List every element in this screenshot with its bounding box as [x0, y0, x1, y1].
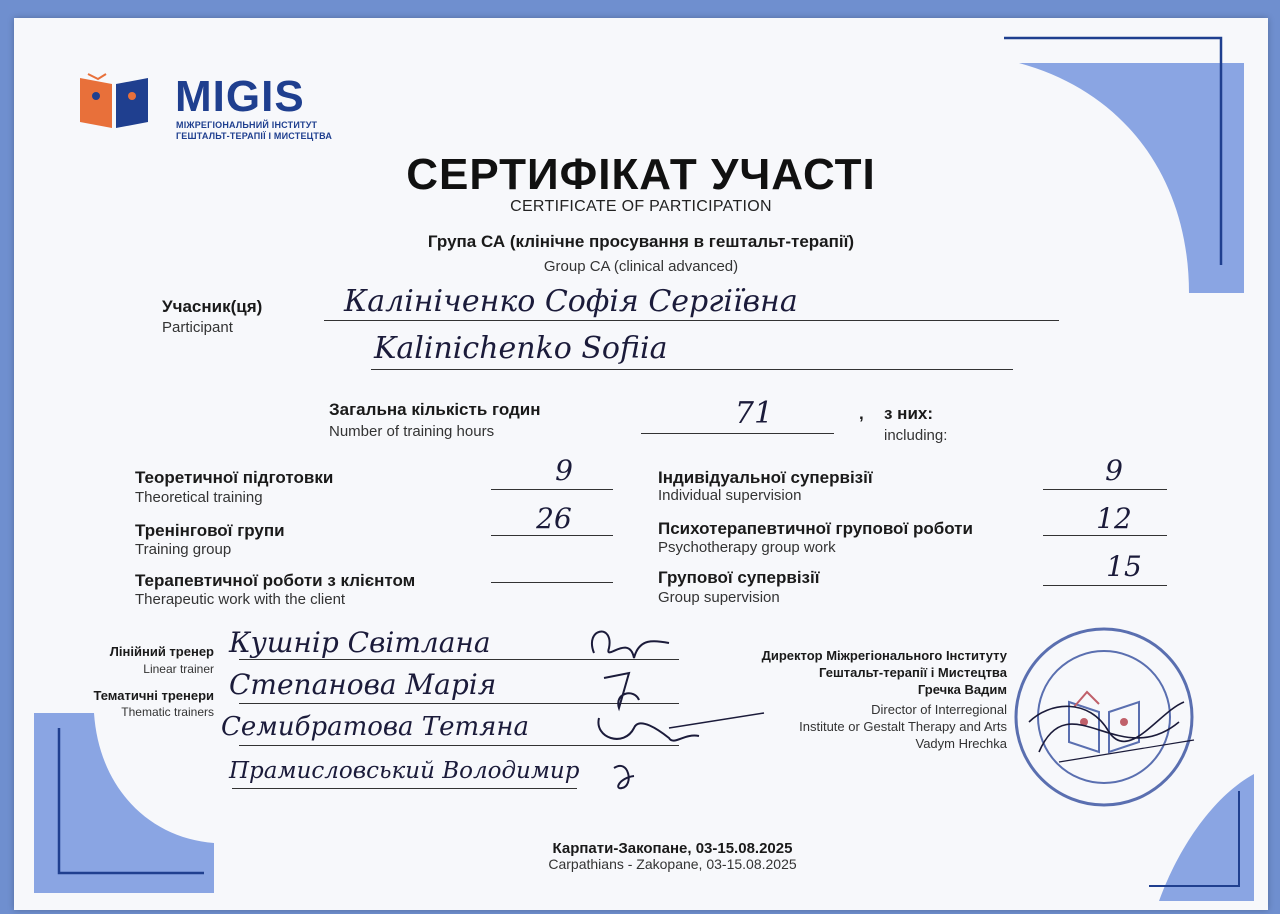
total-hours-label: Загальна кількість годин	[329, 400, 541, 419]
logo-name: MIGIS	[175, 72, 305, 121]
training-group-label-en: Training group	[135, 541, 232, 558]
participant-name-en-line	[371, 369, 1013, 370]
group-title-en: Group CA (clinical advanced)	[543, 258, 739, 275]
certificate-title: СЕРТИФІКАТ УЧАСТІ	[406, 150, 876, 199]
group-supervision-label-en: Group supervision	[658, 589, 780, 606]
theory-value: 9	[555, 454, 573, 487]
participant-label-en: Participant	[162, 319, 233, 336]
group-supervision-value: 15	[1106, 550, 1142, 583]
place-date-en: Carpathians - Zakopane, 03-15.08.2025	[548, 856, 797, 872]
group-supervision-label: Групової супервізії	[658, 568, 820, 587]
thematic-trainers-label: Тематичні тренери	[93, 688, 214, 703]
client-work-label: Терапевтичної роботи з клієнтом	[135, 571, 416, 590]
psychotherapy-group-line	[1043, 535, 1167, 536]
total-hours-line	[641, 433, 834, 434]
theory-line	[491, 489, 613, 490]
logo-subtitle	[176, 120, 332, 142]
individual-supervision-label-en: Individual supervision	[658, 487, 802, 504]
place-date: Карпати-Закопане, 03-15.08.2025	[552, 840, 793, 857]
institute-stamp	[1009, 622, 1199, 812]
director-block	[674, 647, 1007, 698]
group-title: Група СА (клінічне просування в гештальт-терапії)	[427, 232, 855, 251]
participant-label: Учасник(ця)	[162, 297, 263, 316]
hours-separator: ,	[859, 404, 864, 423]
trainer-name-2: Степанова Марія	[229, 668, 497, 701]
training-group-value: 26	[536, 502, 572, 535]
certificate-paper	[14, 18, 1268, 910]
logo-subtitle-line2: ГЕШТАЛЬТ-ТЕРАПІЇ І МИСТЕЦТВА	[176, 131, 333, 141]
thematic-trainers-label-en: Thematic trainers	[121, 705, 214, 719]
total-hours-value: 71	[734, 396, 774, 431]
linear-trainer-label-en: Linear trainer	[143, 662, 214, 676]
client-work-line	[491, 582, 613, 583]
total-hours-label-en: Number of training hours	[329, 423, 495, 440]
logo-subtitle-line1: МІЖРЕГІОНАЛЬНИЙ ІНСТИТУТ	[176, 120, 318, 130]
training-group-label: Тренінгової групи	[135, 521, 285, 540]
psychotherapy-group-label-en: Psychotherapy group work	[658, 539, 836, 556]
client-work-label-en: Therapeutic work with the client	[135, 591, 346, 608]
group-supervision-line	[1043, 585, 1167, 586]
individual-supervision-value: 9	[1105, 454, 1123, 487]
director-title-line1: Директор Міжрегіонального Інституту	[761, 648, 1007, 663]
psychotherapy-group-value: 12	[1096, 502, 1132, 535]
including-label-en: including:	[884, 427, 948, 444]
theory-label-en: Theoretical training	[135, 489, 263, 506]
individual-supervision-label: Індивідуальної супервізії	[658, 468, 873, 487]
training-group-line	[491, 535, 613, 536]
participant-name-line	[324, 320, 1059, 321]
director-title-line2: Гештальт-терапії і Мистецтва	[819, 665, 1007, 680]
participant-name-en-handwritten: Kalinichenko Sofiia	[374, 331, 668, 366]
including-label: з них:	[884, 404, 934, 423]
linear-trainer-label: Лінійний тренер	[109, 644, 214, 659]
director-name-en: Vadym Hrechka	[915, 736, 1007, 751]
certificate-title-en: CERTIFICATE OF PARTICIPATION	[510, 198, 772, 215]
trainer-name-1: Кушнір Світлана	[229, 626, 491, 659]
psychotherapy-group-label: Психотерапевтичної групової роботи	[658, 519, 973, 538]
migis-logo-icon	[78, 70, 150, 130]
participant-name-handwritten: Калініченко Софія Сергіївна	[344, 284, 798, 319]
individual-supervision-line	[1043, 489, 1167, 490]
trainer-name-3: Семибратова Тетяна	[221, 712, 530, 742]
director-block-en	[674, 701, 1007, 752]
trainer-name-4: Прамисловський Володимир	[229, 758, 580, 784]
trainer-line-4	[232, 788, 577, 789]
director-title-en-line1: Director of Interregional	[871, 702, 1007, 717]
theory-label: Теоретичної підготовки	[135, 468, 334, 487]
director-title-en-line2: Institute or Gestalt Therapy and Arts	[799, 719, 1007, 734]
director-name: Гречка Вадим	[917, 682, 1007, 697]
